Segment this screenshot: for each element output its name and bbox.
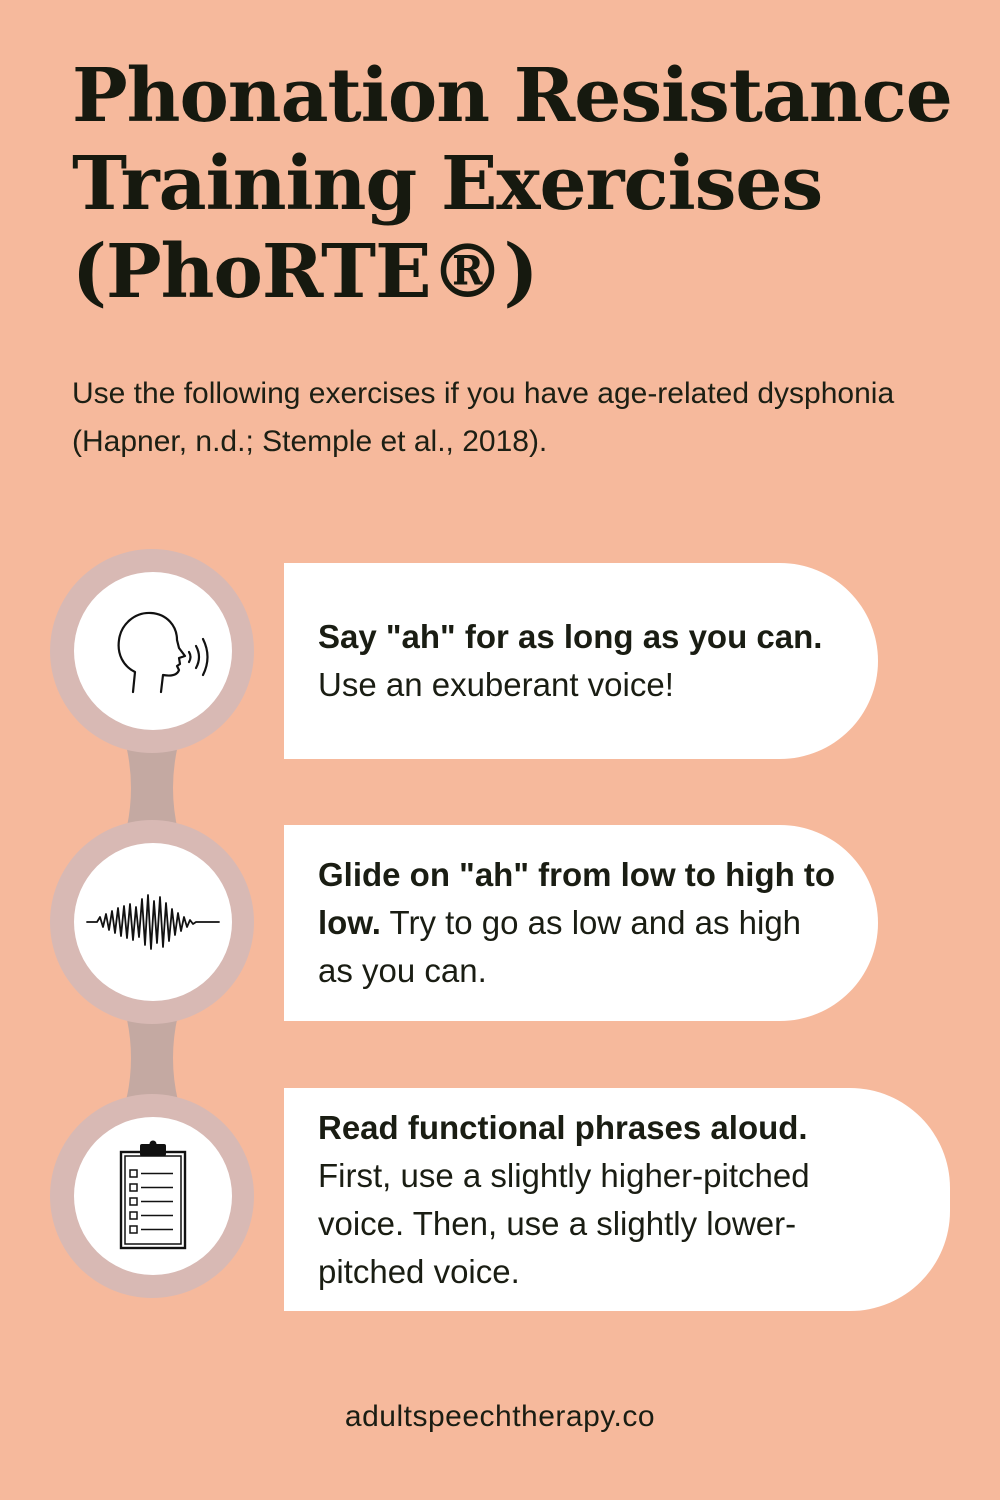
speaking-head-icon xyxy=(93,596,213,706)
step-3-detail: First, use a slightly higher-pitched voice. Then, use a slightly lower-pitched voice. xyxy=(318,1156,810,1290)
sound-wave-icon xyxy=(85,887,221,957)
step-1-icon-disc xyxy=(74,572,232,730)
step-2-detail: Try to go as low and as high as you can. xyxy=(318,904,802,989)
step-3-card xyxy=(284,1088,950,1311)
intro-text: Use the following exercises if you have age-related dysphonia (Hapner, n.d.; Stemple et al., 2018). xyxy=(72,377,895,458)
title-line-2: Training Exercises xyxy=(72,141,823,227)
title-line-3: (PhoRTE®) xyxy=(72,229,538,315)
step-3-icon-disc xyxy=(74,1117,232,1275)
step-2-icon-disc xyxy=(74,843,232,1001)
step-1-bold: Say "ah" for as long as you can. xyxy=(318,618,823,655)
step-2-card xyxy=(284,825,878,1021)
footer-website: adultspeechtherapy.co xyxy=(344,1400,656,1433)
step-3-bold: Read functional phrases aloud. xyxy=(318,1108,808,1146)
step-1-detail: Use an exuberant voice! xyxy=(318,666,674,703)
step-3-text xyxy=(318,1104,888,1296)
step-1-text xyxy=(318,613,822,709)
step-2-text xyxy=(318,851,838,995)
step-2-bold: Glide on "ah" from low to high to low. xyxy=(318,856,836,941)
title-line-1: Phonation Resistance xyxy=(72,53,952,139)
step-1-card xyxy=(284,563,878,759)
clipboard-checklist-icon xyxy=(113,1140,193,1252)
